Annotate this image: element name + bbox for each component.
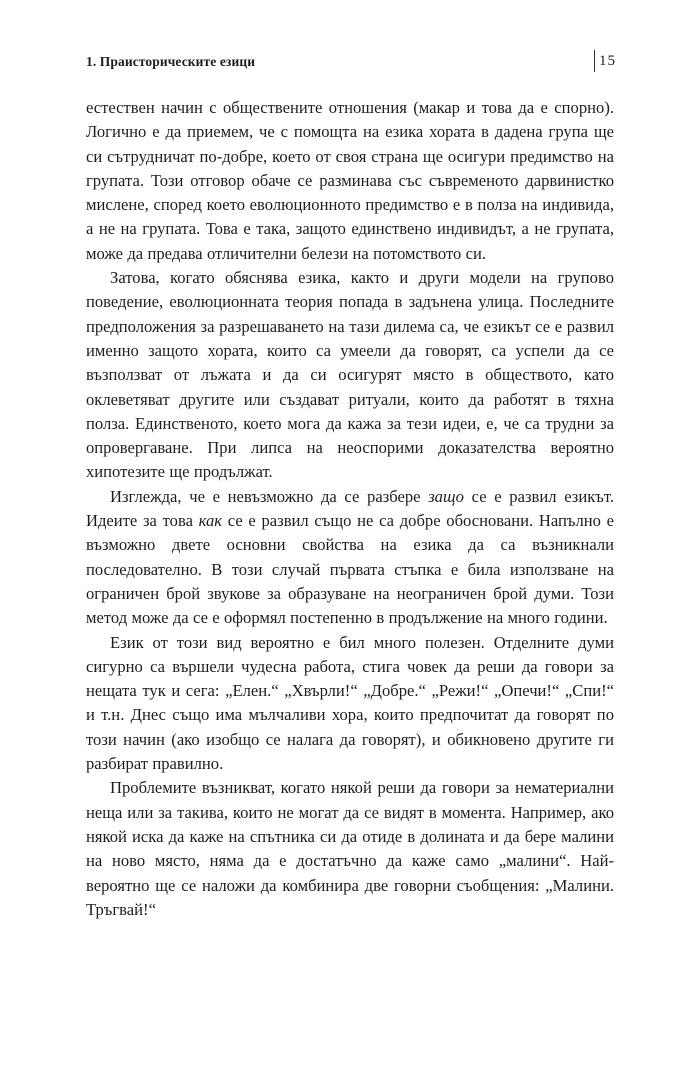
page-number: 15 bbox=[599, 53, 616, 69]
paragraph-text: Език от този вид вероятно е бил много полезен. Отделните думи сигурно са вършели чудесна работа, стига човек да реши да говори за нещата тук и сега: „Елен.“ „Хвърли!“ „Добре.“ „Режи!“ „Опечи!“ „Спи!“ и т.н. Днес също има мълчаливи хора, които предпочитат да говорят по този начин (ако изобщо се налага да говорят), и обикновено другите ги разбират правилно. bbox=[86, 632, 614, 774]
paragraph-text: естествен начин с обществените отношения (макар и това да е спорно). Логично е да приемем, че с помощта на езика хората в дадена група ще си сътрудничат по-добре, което от своя страна ще осигури предимство на групата. Този отговор обаче се разминава със съвременото дарвинистко мислене, според което еволюционното предимство е в полза на индивида, а не на групата. Това е така, защото единствено индивидът, а не групата, може да предава отличителни белези на потомството си. bbox=[86, 98, 614, 263]
paragraph-text: се е развил също не са добре обосновани. Напълно е възможно двете основни свойства на езика да са възникнали последователно. В този случай първата стъпка е била използване на ограничен брой звукове за образуване на неограничен брой думи. Този метод може да се е оформял постепенно в продължение на много години. bbox=[86, 511, 614, 628]
body-text bbox=[86, 96, 614, 922]
italic-word-why: защо bbox=[428, 486, 464, 506]
paragraph-4 bbox=[86, 631, 614, 777]
paragraph-3 bbox=[86, 485, 614, 631]
paragraph-text: Затова, когато обяснява езика, както и други модели на групово поведение, еволюционната теория попада в задънена улица. Последните предположения за разрешаването на тази дилема са, че езикът се е развил именно защото хората, които са умеели да говорят, са успели да се възползват от лъжата и да си осигурят място в обществото, като оклеветяват другите или създават ритуали, които да работят в тяхна полза. Единственото, което мога да кажа за тези идеи, е, че са трудни за опровергаване. При липса на неоспорими доказателства вероятно хипотезите ще продължат. bbox=[86, 268, 614, 482]
paragraph-text: Проблемите възникват, когато някой реши да говори за нематериални неща или за такива, които не могат да се видят в момента. Например, ако някой иска да каже на спътника си да отиде в долината и да бере малини на ново място, няма да е достатъчно да каже само „малини“. Най-вероятно ще се наложи да комбинира две говорни съобщения: „Малини. Тръгвай!“ bbox=[86, 778, 614, 919]
paragraph-text: Изглежда, че е невъзможно да се разбере bbox=[110, 486, 429, 506]
italic-word-how: как bbox=[198, 511, 223, 531]
paragraph-2 bbox=[86, 266, 614, 485]
paragraph-5 bbox=[86, 776, 614, 922]
chapter-title: 1. Праисторическите езици bbox=[86, 54, 256, 69]
paragraph-1 bbox=[86, 96, 614, 266]
running-head bbox=[86, 50, 614, 74]
paragraph-text: се е развил езикът. Идеите за това bbox=[86, 486, 614, 531]
page-number-divider bbox=[594, 50, 595, 72]
